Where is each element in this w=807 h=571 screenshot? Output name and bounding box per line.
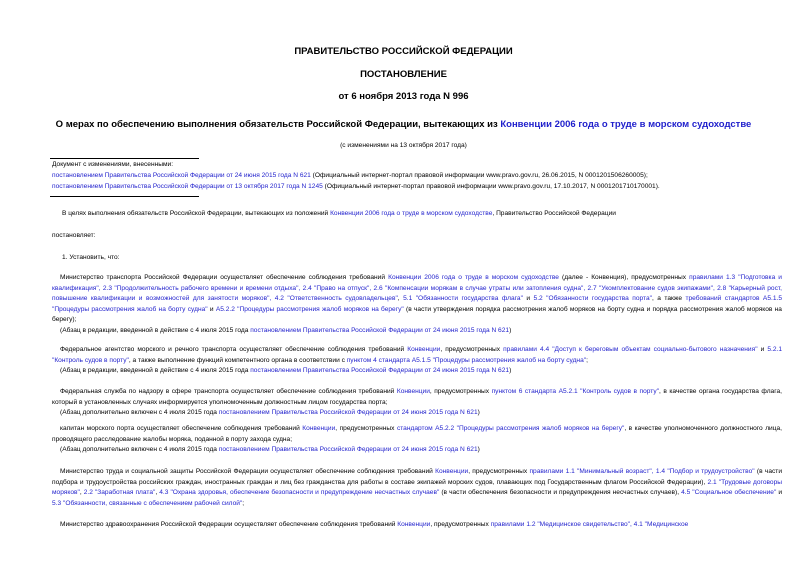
text: (Абзац в редакции, введенной в действие с 4 июля 2015 года (60, 326, 251, 334)
convention-link[interactable]: Конвенции (302, 425, 336, 432)
paragraph-ministry-labour (52, 467, 782, 509)
paragraph-ministry-transport (52, 273, 782, 336)
text: , (155, 489, 160, 496)
text: , в качестве органа государства флага, который в установленных случаях информируется уполномоченным должностным лицом государства порта; (52, 388, 782, 406)
amendment-link[interactable]: постановлением Правительства Российской Федерации от 24 июня 2015 года N 621 (250, 367, 510, 374)
text: , предусмотренных (429, 388, 492, 395)
resolves-word: постановляет: (52, 232, 96, 239)
revision-note: (с изменениями на 13 октября 2017 года) (340, 142, 467, 149)
edition-note (52, 326, 782, 337)
document-title (0, 119, 807, 130)
text: (в части утверждения порядка рассмотрения жалоб моряков на борту судна и порядка рассмотрения жалоб моряков на берегу); (52, 305, 782, 323)
standards-link[interactable]: пунктом 4 стандарта A5.1.5 "Процедуры рассмотрения жалоб на борту судна" (346, 356, 587, 364)
amendment-item (52, 181, 660, 192)
amendment-link[interactable]: постановлением Правительства Российской Федерации от 24 июня 2015 года N 621 (218, 409, 478, 416)
rules-link[interactable]: 5.3 "Обязанности, связанные с обеспечением рабочей силой" (52, 499, 243, 507)
rules-link[interactable]: 5.1 "Обязанности государства флага" (403, 295, 523, 302)
amendment-link[interactable]: постановлением Правительства Российской Федерации от 24 июня 2015 года N 621 (250, 326, 510, 334)
convention-link[interactable]: Конвенции (396, 388, 430, 395)
amendment-item (52, 170, 648, 181)
convention-link[interactable]: Конвенции (397, 521, 431, 528)
rules-link[interactable]: 4.5 "Социальное обеспечение" (681, 489, 777, 496)
text: Министерство здравоохранения Российской Федерации осуществляет обеспечение соблюдения требований (60, 521, 398, 528)
title-convention-link[interactable]: Конвенции 2006 года о труде в морском судоходстве (500, 119, 752, 130)
title-text: О мерах по обеспечению выполнения обязательств Российской Федерации, вытекающих из (55, 119, 501, 130)
text: , а также (652, 295, 686, 302)
text: (Абзац дополнительно включен с 4 июля 2015 года (60, 446, 219, 453)
text: , а также выполнение функций компетентного органа в соответствии с (128, 356, 347, 364)
standards-link[interactable]: пунктом 6 стандарта A5.2.1 "Контроль судов в порту" (491, 388, 660, 395)
rules-link[interactable]: 5.2.1 "Контроль судов в порту" (52, 346, 782, 364)
paragraph-text (52, 520, 782, 531)
text: Федеральная служба по надзору в сфере транспорта осуществляет обеспечение соблюдения требований (60, 388, 397, 395)
text: (в части обеспечения безопасности и предупреждения несчастных случаев), (439, 489, 682, 496)
document-date-number: от 6 ноября 2013 года N 996 (338, 91, 469, 102)
text: (Абзац дополнительно включен с 4 июля 2015 года (60, 409, 219, 416)
amendment-source: (Официальный интернет-портал правовой информации www.pravo.gov.ru, 17.10.2017, N 0001201710170001). (322, 183, 660, 190)
edition-note (52, 445, 782, 456)
standards-link[interactable]: требований стандартов A5.1.5 "Процедуры рассмотрения жалоб на борту судна" (52, 295, 782, 313)
text: ) (509, 367, 512, 374)
text: ) (509, 326, 512, 334)
text: ; (586, 356, 588, 364)
rules-link[interactable]: 4.3 "Охрана здоровья, обеспечение безопасности и предупреждение несчастных случаев" (159, 489, 440, 496)
paragraph-maritime-agency (52, 345, 782, 377)
standards-link[interactable]: A5.2.2 "Процедуры рассмотрения жалоб моряков на берегу" (215, 305, 404, 313)
paragraph-text (52, 345, 782, 366)
rules-link[interactable]: 2.2 "Заработная плата" (83, 489, 156, 496)
paragraph-transport-supervision (52, 387, 782, 419)
paragraph-text (52, 424, 782, 445)
text: ; (242, 499, 245, 507)
rules-link[interactable]: правилами 1.2 "Медицинское свидетельство", 4.1 "Медицинское (490, 521, 689, 528)
text: и (757, 346, 768, 353)
text: , предусмотренных (430, 521, 491, 528)
rules-link[interactable]: 5.2 "Обязанности государства порта" (533, 295, 653, 302)
item-1-heading: 1. Установить, что: (62, 254, 120, 261)
convention-link[interactable]: Конвенции 2006 года о труде в морском судоходстве (388, 274, 559, 281)
convention-link[interactable]: Конвенции (435, 468, 469, 475)
paragraph-ministry-health (52, 520, 782, 531)
text: , (397, 295, 404, 302)
text: капитан морского порта осуществляет обеспечение соблюдения требований (60, 425, 303, 432)
standards-link[interactable]: стандартом A5.2.2 "Процедуры рассмотрения жалоб моряков на берегу" (396, 425, 625, 432)
convention-link[interactable]: Конвенции (407, 346, 441, 353)
paragraph-port-captain (52, 424, 782, 456)
text: ) (477, 409, 480, 416)
amendments-intro: Документ с изменениями, внесенными: (52, 161, 174, 168)
preamble-convention-link[interactable]: Конвенции 2006 года о труде в морском судоходстве (330, 210, 493, 217)
text: , предусмотренных (468, 468, 530, 475)
amendment-link[interactable]: постановлением Правительства Российской Федерации от 24 июня 2015 года N 621 (218, 446, 478, 453)
amendment-source: (Официальный интернет-портал правовой информации www.pravo.gov.ru, 26.06.2015, N 0001201506260005); (310, 172, 648, 179)
document-type: ПОСТАНОВЛЕНИЕ (360, 69, 447, 80)
amendments-bottom-divider (50, 196, 199, 197)
text: , предусмотренных (335, 425, 397, 432)
edition-note (52, 366, 782, 377)
paragraph-text (52, 273, 782, 326)
text: Министерство труда и социальной защиты Российской Федерации осуществляет обеспечение соблюдения требований (60, 468, 436, 475)
paragraph-text (52, 387, 782, 408)
rules-link[interactable]: правилами 1.1 "Минимальный возраст", 1.4 "Подбор и трудоустройство" (529, 468, 755, 475)
text: (далее - Конвенция), предусмотренных (558, 274, 690, 281)
text: и (776, 489, 783, 496)
text: Министерство транспорта Российской Федерации осуществляет обеспечение соблюдения требований (60, 274, 389, 281)
amendment-link[interactable]: постановлением Правительства Российской Федерации от 13 октября 2017 года N 1245 (52, 183, 323, 190)
text: ) (477, 446, 480, 453)
text: , в качестве уполномоченного должностного лица, проводящего расследование жалобы моряка, поданной в порту захода судна; (52, 425, 783, 443)
paragraph-text (52, 467, 782, 509)
preamble-text: В целях выполнения обязательств Российской Федерации, вытекающих из положений (62, 210, 331, 217)
text: (в части подбора и трудоустройства российских граждан, иностранных граждан и лиц без гражданства для работы в составе экипажей морских судов, плавающих под Государственным флагом Российской Федерации), (52, 468, 783, 486)
preamble (62, 208, 616, 219)
text: , (79, 489, 84, 496)
amendment-link[interactable]: постановлением Правительства Российской Федерации от 24 июня 2015 года N 621 (52, 172, 311, 179)
text: , предусмотренных (440, 346, 504, 353)
issuing-authority: ПРАВИТЕЛЬСТВО РОССИЙСКОЙ ФЕДЕРАЦИИ (294, 46, 513, 57)
text: Федеральное агентство морского и речного транспорта осуществляет обеспечение соблюдения требований (60, 346, 408, 353)
text: (Абзац в редакции, введенной в действие с 4 июля 2015 года (60, 367, 251, 374)
rules-link[interactable]: правилами 4.4 "Доступ к береговым объектам социально-бытового назначения" (503, 346, 758, 353)
text: и (522, 295, 534, 302)
rules-link[interactable]: 2.1 "Трудовые договоры моряков" (52, 478, 782, 496)
text: и (207, 305, 216, 313)
rules-link[interactable]: правилами 1.3 "Подготовка и квалификация", 2.3 "Продолжительность рабочего времени и времени отдыха", 2.4 "Право на отпуск", 2.6 "Компенсации морякам в случае утраты или затопления судна", 2.7 "Укомплектование судов экипажами", 2.8 "Карьерный рост, повышение квалификации и возможностей для занятости моряков", 4.2 "Ответственность судовладельцев" (52, 274, 782, 302)
preamble-text-end: , Правительство Российской Федерации (492, 210, 616, 217)
edition-note (52, 408, 782, 419)
